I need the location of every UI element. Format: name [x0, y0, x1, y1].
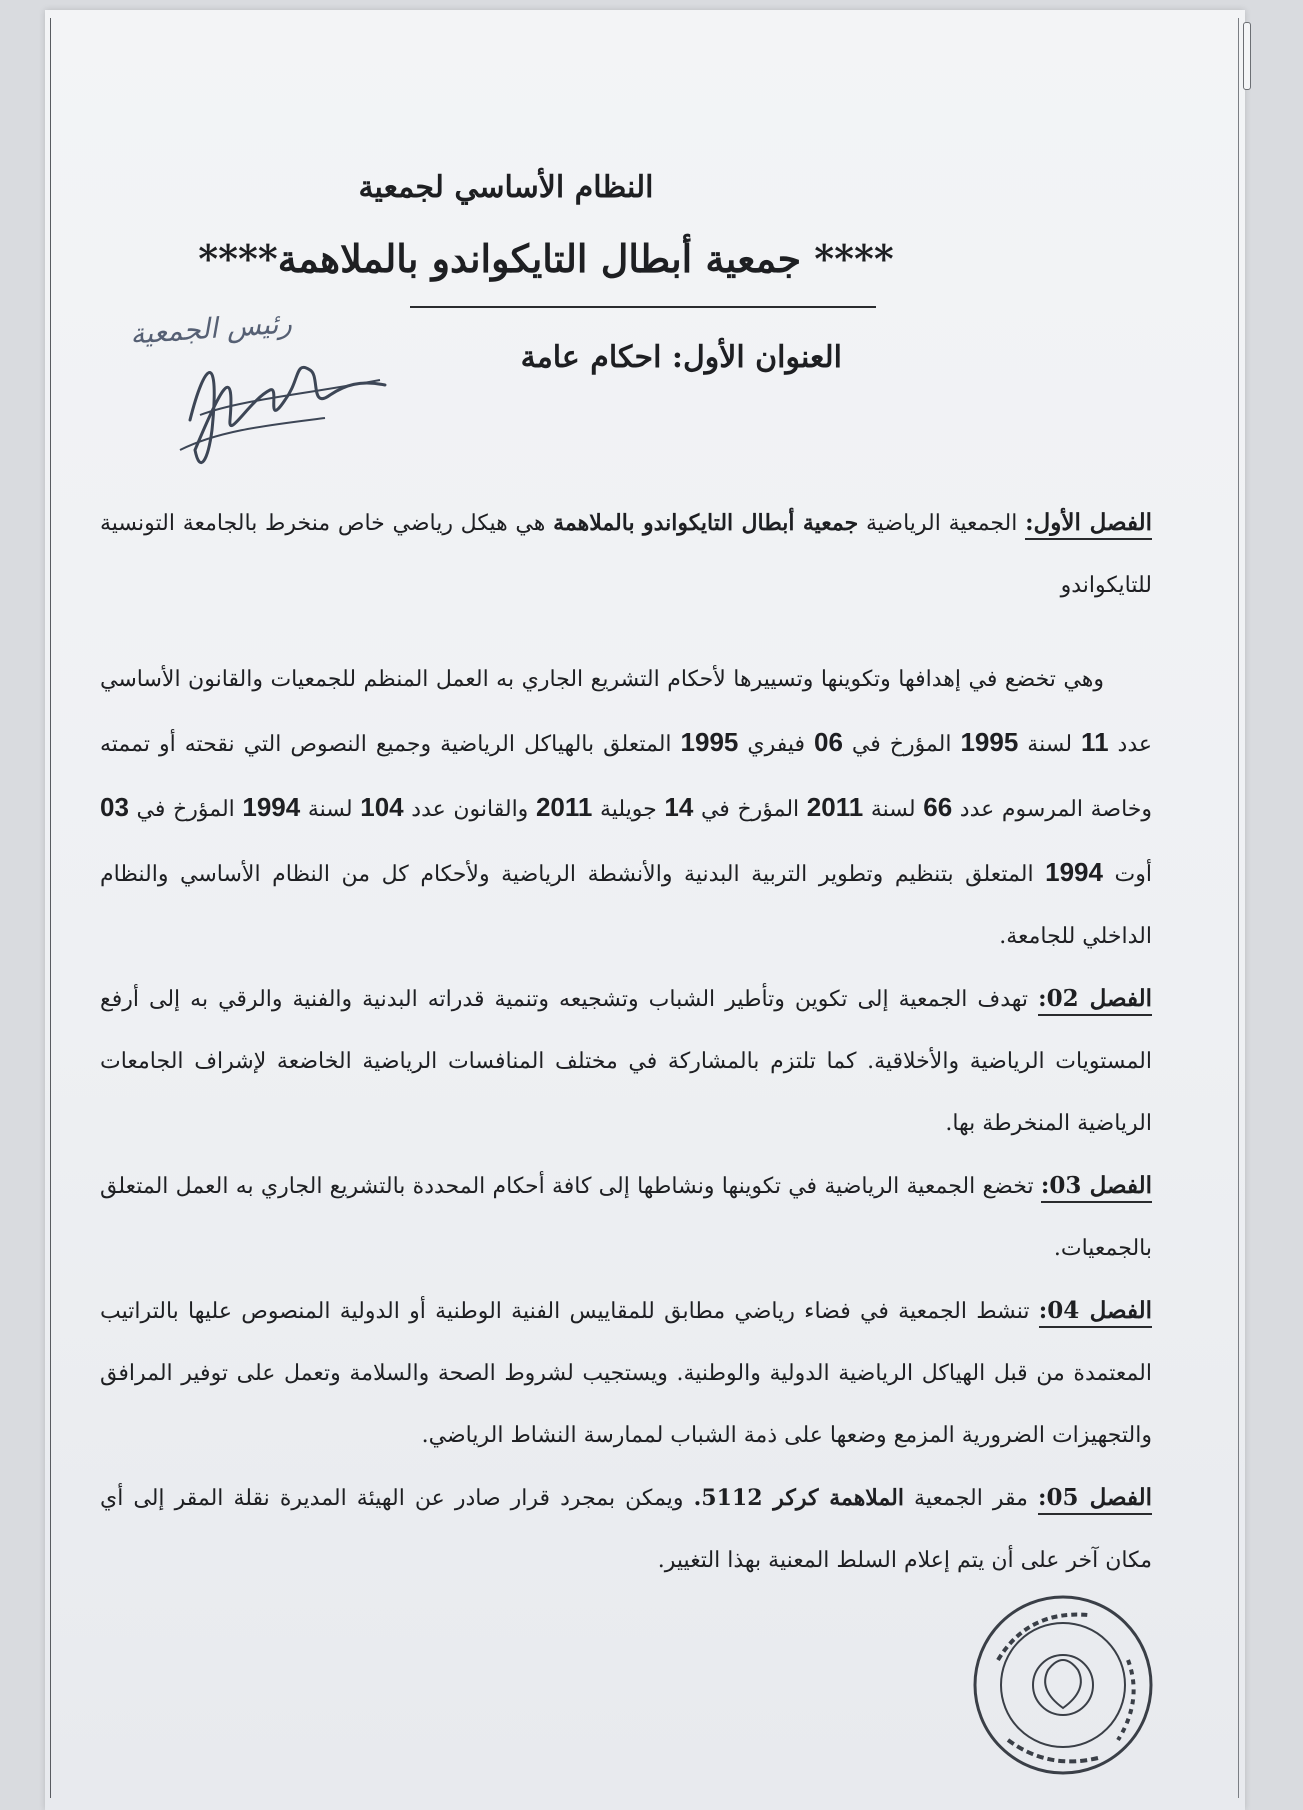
official-stamp [968, 1590, 1158, 1780]
article-3-heading: الفصل 03: [1041, 1172, 1152, 1203]
law-day: 06 [814, 727, 843, 757]
binder-slot [1243, 22, 1251, 90]
legal-text: لسنة [1018, 732, 1082, 757]
decree-year: 2011 [806, 792, 864, 822]
article-1-heading: الفصل الأول: [1025, 509, 1152, 540]
signature [160, 300, 390, 490]
section-title: العنوان الأول: احكام عامة [520, 340, 842, 375]
law-year: 1994 [242, 792, 301, 822]
legal-text: والقانون عدد [403, 797, 536, 822]
legal-text: فيفري [738, 732, 814, 757]
article-3-text: تخضع الجمعية الرياضية في تكوينها ونشاطها إلى كافة أحكام المحددة بالتشريع الجاري به العمل المتعلق بالجمعيات. [100, 1174, 1152, 1261]
association-name: **** جمعية أبطال التايكواندو بالملاهمة**** [198, 236, 894, 281]
article-1-paragraph-2 [100, 649, 1152, 968]
article-1-text-b: هي هيكل رياضي خاص منخرط بالجامعة التونسية للتايكواندو [100, 511, 1152, 598]
law-number: 11 [1081, 727, 1109, 757]
article-2 [100, 968, 1152, 1155]
decree-day: 14 [664, 792, 694, 822]
article-5-heading: الفصل 05: [1038, 1484, 1152, 1515]
articles [100, 492, 1152, 1592]
page-left-border [50, 18, 51, 1798]
law-year: 1995 [680, 727, 739, 757]
article-1 [100, 492, 1152, 617]
law-year: 1995 [960, 727, 1019, 757]
legal-text: المؤرخ في [693, 797, 807, 822]
legal-text: لسنة [300, 797, 361, 822]
decree-year: 2011 [535, 792, 593, 822]
legal-text: المتعلق بتنظيم وتطوير التربية البدنية والأنشطة الرياضية ولأحكام كل من النظام الأساسي والنظام الداخلي للجامعة. [100, 862, 1152, 949]
article-2-heading: الفصل 02: [1038, 985, 1152, 1016]
article-5-text-a: مقر الجمعية [903, 1486, 1039, 1511]
legal-text: المؤرخ في [842, 732, 961, 757]
article-5 [100, 1467, 1152, 1592]
article-5-text-b: ويمكن بمجرد قرار صادر عن الهيئة المديرة نقلة المقر إلى أي مكان آخر على أن يتم إعلام السلط المعنية بهذا التغيير. [100, 1486, 1152, 1573]
law-number: 104 [360, 792, 404, 822]
article-4-text: تنشط الجمعية في فضاء رياضي مطابق للمقاييس الفنية الوطنية أو الدولية المنصوص عليها بالتراتيب المعتمدة من قبل الهياكل الرياضية الدولية والوطنية. ويستجيب لشروط الصحة والسلامة وتعمل على توفير المرافق والتجهيزات الضرورية المزمع وضعها على ذمة الشباب لممارسة النشاط الرياضي. [100, 1299, 1152, 1448]
article-4-heading: الفصل 04: [1039, 1297, 1152, 1328]
article-2-text: تهدف الجمعية إلى تكوين وتأطير الشباب وتشجيعه وتنمية قدراته البدنية والفنية والرقي به إلى أرفع المستويات الرياضية والأخلاقية. كما تلتزم بالمشاركة في مختلف المنافسات الرياضية الخاضعة لإشراف الجامعات الرياضية المنخرطة بها. [100, 987, 1152, 1136]
legal-text: المتعلق بالهياكل الرياضية وجميع النصوص التي نقحته أو تممته وخاصة المرسوم عدد [100, 732, 1153, 822]
legal-text: جويلية [592, 797, 665, 822]
article-3 [100, 1155, 1152, 1280]
legal-text: المؤرخ في [128, 797, 243, 822]
law-year: 1994 [1045, 857, 1103, 887]
article-4 [100, 1280, 1152, 1467]
law-day: 03 [100, 792, 129, 822]
article-1-text-a: الجمعية الرياضية [858, 511, 1026, 536]
decree-number: 66 [923, 792, 953, 822]
legal-text: لسنة [863, 797, 924, 822]
signature-caption: رئيس الجمعية [129, 306, 293, 351]
document-title: النظام الأساسي لجمعية [358, 170, 654, 205]
legal-text: أوت [1102, 862, 1152, 887]
association-name-inline: جمعية أبطال التايكواندو بالملاهمة [553, 510, 859, 536]
headquarters-address: الملاهمة كركر 5112. [693, 1485, 904, 1511]
legal-text: وهي تخضع في إهدافها وتكوينها وتسييرها لأحكام التشريع الجاري به العمل المنظم للجمعيات والقانون الأساسي عدد [100, 667, 1153, 757]
page-right-border [1238, 18, 1239, 1798]
title-underline [410, 306, 876, 308]
